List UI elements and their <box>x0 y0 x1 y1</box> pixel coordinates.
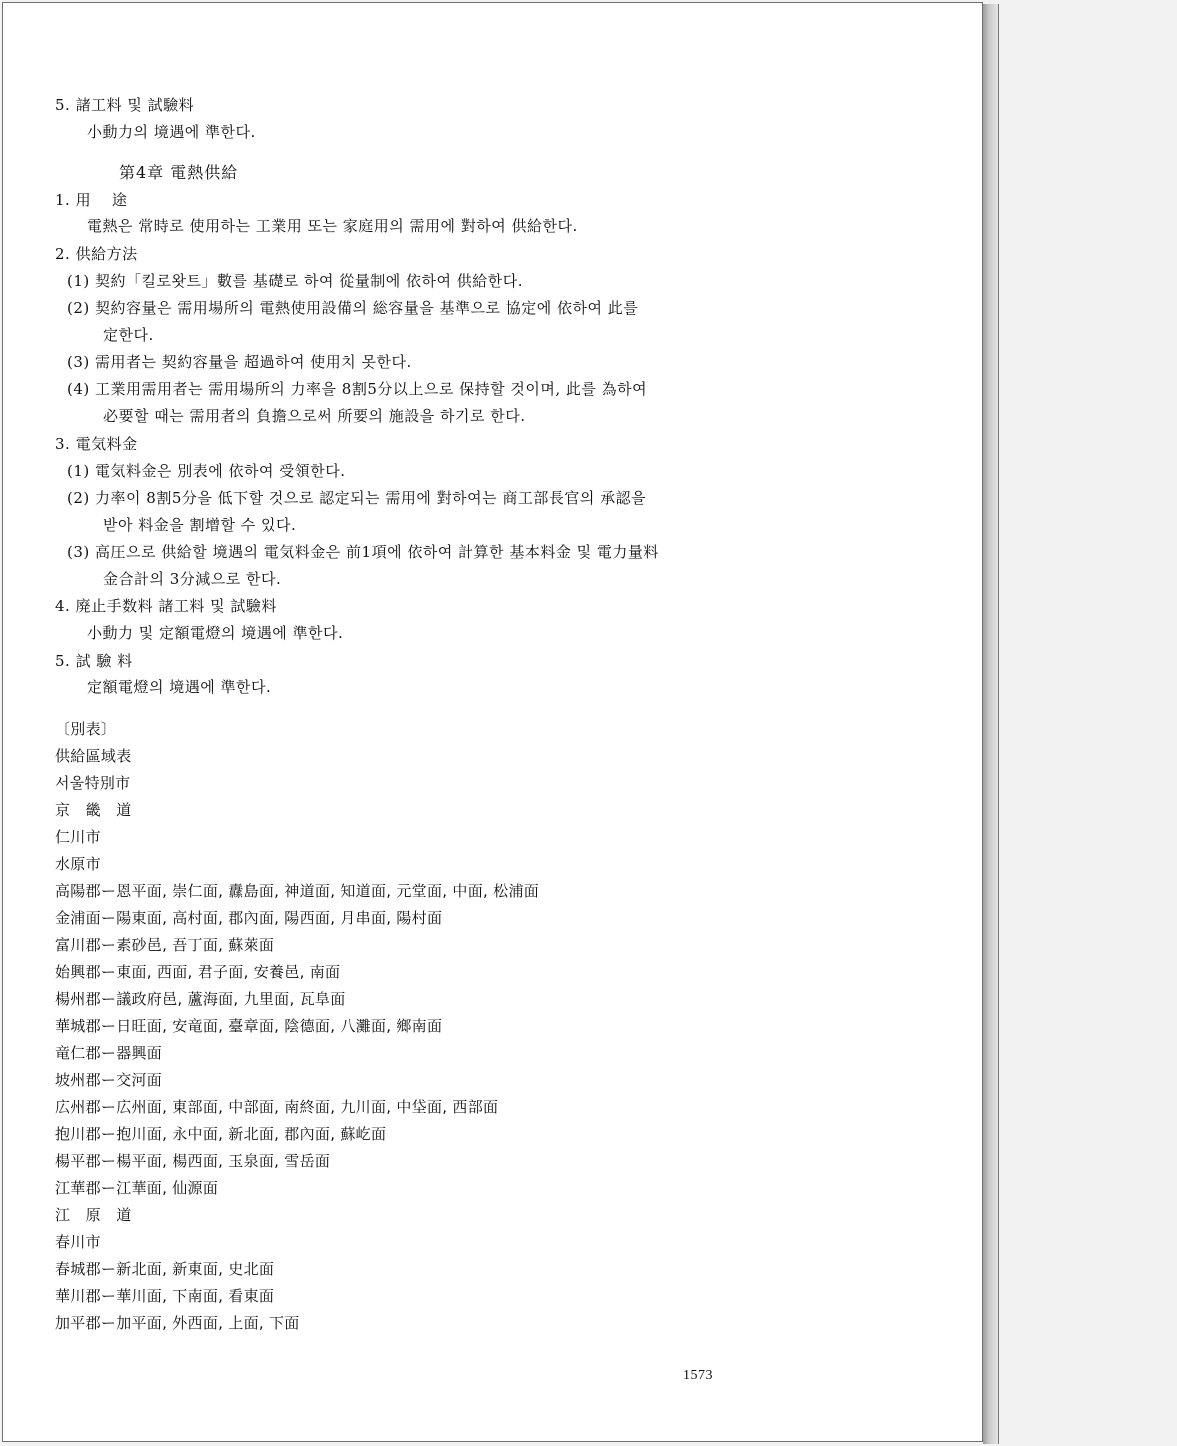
section-heading: 5. 試 驗 料 <box>55 652 133 670</box>
list-title: 供給區域表 <box>55 747 132 765</box>
list-item: 華城郡ー日旺面, 安竜面, 臺章面, 陰德面, 八灘面, 鄉南面 <box>55 1017 443 1035</box>
page-number: 1573 <box>683 1368 713 1383</box>
list-item: (1) 契約「킬로왓트」數를 基礎로 하여 從量制에 依하여 供給한다. <box>67 272 523 290</box>
list-item-continuation: 定한다. <box>103 326 154 344</box>
list-item: 楊州郡ー議政府邑, 蘆海面, 九里面, 瓦阜面 <box>55 990 346 1008</box>
list-item: 水原市 <box>55 855 101 873</box>
list-item: (3) 高圧으로 供給할 境遇의 電気料金은 前1項에 依하여 計算한 基本料金 및 電力量料 <box>67 543 659 561</box>
list-item: 春川市 <box>55 1233 101 1251</box>
list-item: 加平郡ー加平面, 外西面, 上面, 下面 <box>55 1314 300 1332</box>
list-item: 江華郡ー江華面, 仙源面 <box>55 1179 219 1197</box>
list-item: 抱川郡ー抱川面, 永中面, 新北面, 郡內面, 蘇屹面 <box>55 1125 387 1143</box>
paragraph-line: 小動力의 境遇에 準한다. <box>87 123 256 141</box>
list-item: (4) 工業用需用者는 需用場所의 力率을 8割5分以上으로 保持할 것이며, 此를 為하여 <box>67 380 648 398</box>
list-item: 高陽郡ー恩平面, 崇仁面, 纛島面, 神道面, 知道面, 元堂面, 中面, 松浦面 <box>55 882 540 900</box>
list-item-continuation: 받아 料金을 割增할 수 있다. <box>103 516 297 534</box>
list-item: (1) 電気料金은 別表에 依하여 受領한다. <box>67 462 346 480</box>
chapter-heading: 第4章 電熱供給 <box>119 163 239 182</box>
list-item: 仁川市 <box>55 828 101 846</box>
section-heading: 3. 電気料金 <box>55 435 138 453</box>
list-item: 京 畿 道 <box>55 801 132 819</box>
list-item: (3) 需用者는 契約容量을 超過하여 使用치 못한다. <box>67 353 412 371</box>
list-item: 竜仁郡ー器興面 <box>55 1044 163 1062</box>
document-page <box>2 2 983 1442</box>
paragraph-line: 定額電燈의 境遇에 準한다. <box>87 678 272 696</box>
list-item: 楊平郡ー楊平面, 楊西面, 玉泉面, 雪岳面 <box>55 1152 331 1170</box>
list-item: 始興郡ー東面, 西面, 君子面, 安養邑, 南面 <box>55 963 341 981</box>
appendix-label: 〔別表〕 <box>55 720 117 738</box>
list-item-continuation: 必要할 때는 需用者의 負擔으로써 所要의 施設을 하기로 한다. <box>103 407 526 425</box>
list-item-continuation: 金合計의 3分減으로 한다. <box>103 570 282 588</box>
list-item: 金浦面ー陽東面, 高村面, 郡內面, 陽西面, 月串面, 陽村面 <box>55 909 443 927</box>
paragraph-line: 電熱은 常時로 使用하는 工業用 또는 家庭用의 需用에 對하여 供給한다. <box>87 217 578 235</box>
list-item: 서울特別市 <box>55 774 131 792</box>
section-heading: 1. 用 途 <box>55 191 128 209</box>
section-heading: 2. 供給方法 <box>55 245 138 263</box>
list-item: 春城郡ー新北面, 新東面, 史北面 <box>55 1260 275 1278</box>
list-item: 坡州郡ー交河面 <box>55 1071 163 1089</box>
list-item: 富川郡ー素砂邑, 吾丁面, 蘇萊面 <box>55 936 275 954</box>
paragraph-line: 小動力 및 定額電燈의 境遇에 準한다. <box>87 624 344 642</box>
list-item: (2) 契約容量은 需用場所의 電熱使用設備의 総容量을 基準으로 協定에 依하여 此를 <box>67 299 639 317</box>
section-heading: 4. 廃止手数料 諸工料 및 試驗料 <box>55 597 277 615</box>
list-item: (2) 力率이 8割5分을 低下할 것으로 認定되는 需用에 對하여는 商工部長官의 承認을 <box>67 489 647 507</box>
list-item: 広州郡ー広州面, 東部面, 中部面, 南終面, 九川面, 中垈面, 西部面 <box>55 1098 499 1116</box>
page-edge-shadow <box>983 4 999 1444</box>
list-item: 江 原 道 <box>55 1206 132 1224</box>
list-item: 華川郡ー華川面, 下南面, 看東面 <box>55 1287 275 1305</box>
section-heading: 5. 諸工料 및 試驗料 <box>55 96 195 114</box>
